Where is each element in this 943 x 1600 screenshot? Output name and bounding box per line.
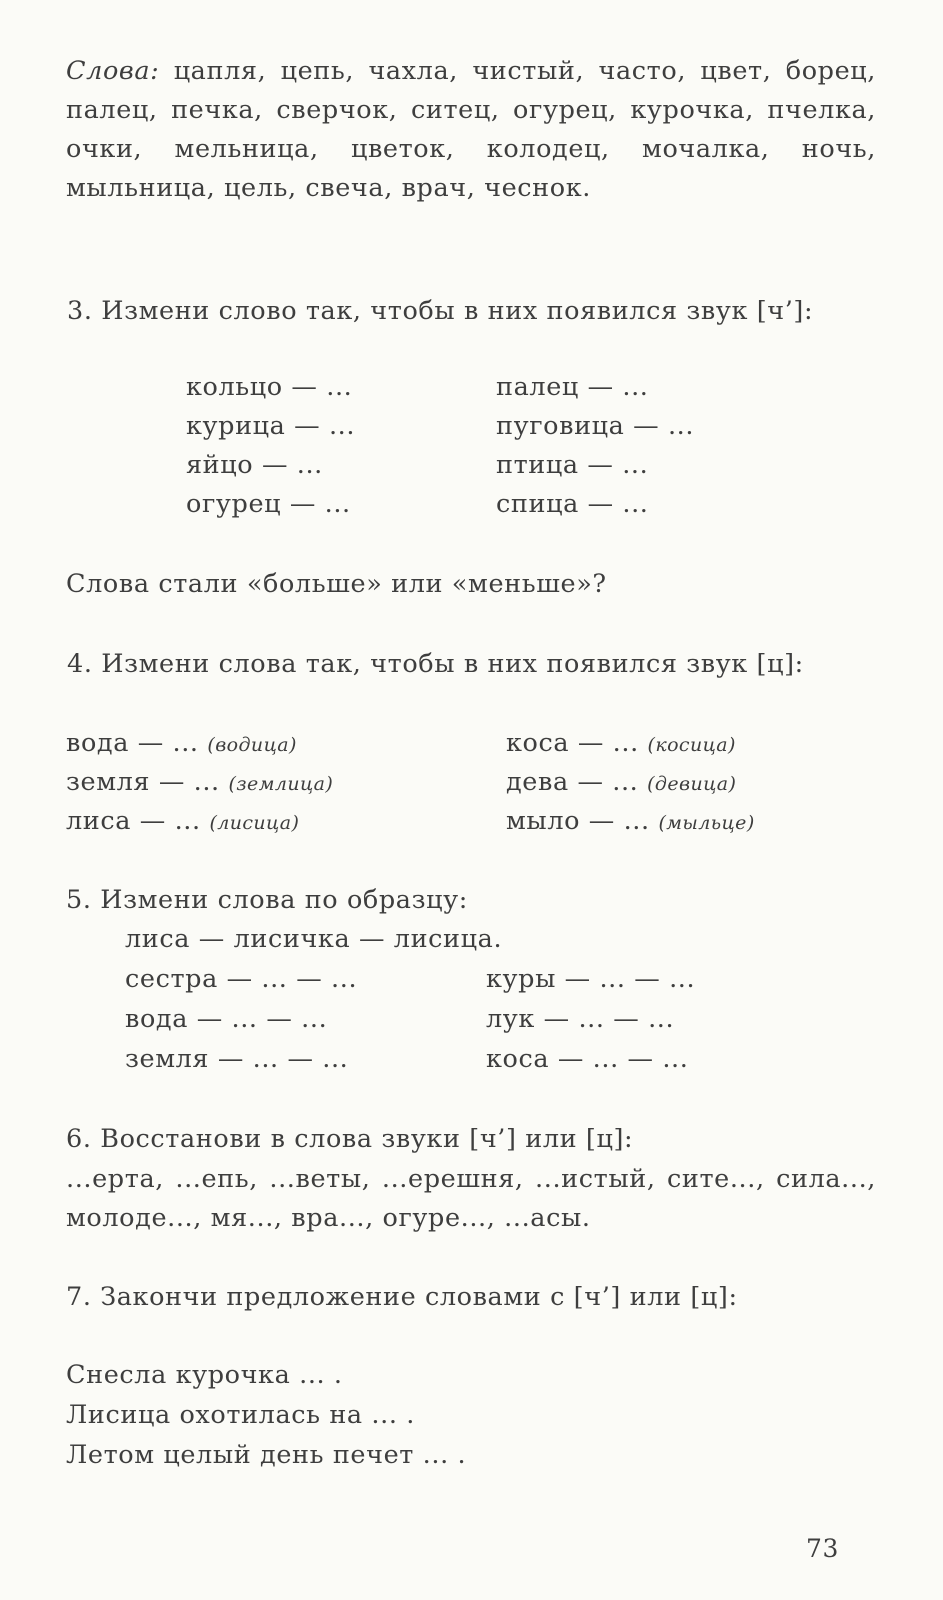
- word-right: пуговица — ...: [496, 411, 695, 441]
- word-left-hint: (водица): [207, 734, 297, 756]
- word-left: [66, 802, 299, 842]
- word-list-text: цапля, цепь, чахла, чистый, часто, цвет, борец, палец, печка, сверчок, ситец, огурец, курочка, пчелка, очки, мельница, цветок, колодец, мочалка, ночь, мыльница, цель, свеча, врач, чеснок.: [66, 56, 876, 203]
- word-right: [506, 763, 736, 803]
- task-6-instruction: 6. Восстанови в слова звуки [ч’] или [ц]:: [66, 1124, 634, 1154]
- task-6-words: ...ерта, ...епь, ...веты, ...ерешня, ...истый, сите..., сила..., молоде..., мя..., вра..., огуре..., ...асы.: [66, 1164, 876, 1233]
- word-list-label: Слова:: [66, 56, 160, 86]
- word-left: сестра — ... — ...: [125, 964, 358, 994]
- word-right: коса — ... — ...: [486, 1044, 689, 1074]
- task-5-sample: лиса — лисичка — лисица.: [125, 924, 503, 954]
- word-left: курица — ...: [186, 411, 356, 441]
- word-right-text: мыло — ...: [506, 806, 650, 836]
- task-3-instruction: 3. Измени слово так, чтобы в них появился звук [ч’]:: [67, 296, 814, 326]
- task-7-instruction: 7. Закончи предложение словами с [ч’] или [ц]:: [66, 1282, 738, 1312]
- task-5-instruction: 5. Измени слова по образцу:: [66, 885, 468, 915]
- word-right-hint: (косица): [647, 734, 736, 756]
- word-right-hint: (мыльце): [658, 812, 755, 834]
- task-3-question: Слова стали «больше» или «меньше»?: [66, 569, 607, 599]
- word-left-text: лиса — ...: [66, 806, 201, 836]
- task-7-sentence: Летом целый день печет ... .: [66, 1440, 467, 1470]
- task-7-sentence: Лисица охотилась на ... .: [66, 1400, 415, 1430]
- word-left-text: земля — ...: [66, 767, 220, 797]
- word-left: земля — ... — ...: [125, 1044, 349, 1074]
- word-left: яйцо — ...: [186, 450, 323, 480]
- word-left: [66, 724, 297, 764]
- word-right-text: дева — ...: [506, 767, 639, 797]
- word-left: огурец — ...: [186, 489, 351, 519]
- word-left: кольцо — ...: [186, 372, 353, 402]
- word-right: птица — ...: [496, 450, 649, 480]
- word-right-text: коса — ...: [506, 728, 639, 758]
- task-4-instruction: 4. Измени слова так, чтобы в них появился звук [ц]:: [67, 649, 804, 679]
- word-left-hint: (лисица): [209, 812, 300, 834]
- word-left: вода — ... — ...: [125, 1004, 328, 1034]
- word-list-paragraph: [66, 52, 876, 208]
- word-left-hint: (землица): [228, 773, 334, 795]
- word-right: куры — ... — ...: [486, 964, 696, 994]
- task-7-sentence: Снесла курочка ... .: [66, 1360, 343, 1390]
- page-number: 73: [806, 1534, 840, 1563]
- word-right: палец — ...: [496, 372, 649, 402]
- word-left: [66, 763, 333, 803]
- word-right: спица — ...: [496, 489, 649, 519]
- word-right: лук — ... — ...: [486, 1004, 675, 1034]
- word-right-hint: (девица): [647, 773, 737, 795]
- word-right: [506, 724, 736, 764]
- word-left-text: вода — ...: [66, 728, 199, 758]
- word-right: [506, 802, 755, 842]
